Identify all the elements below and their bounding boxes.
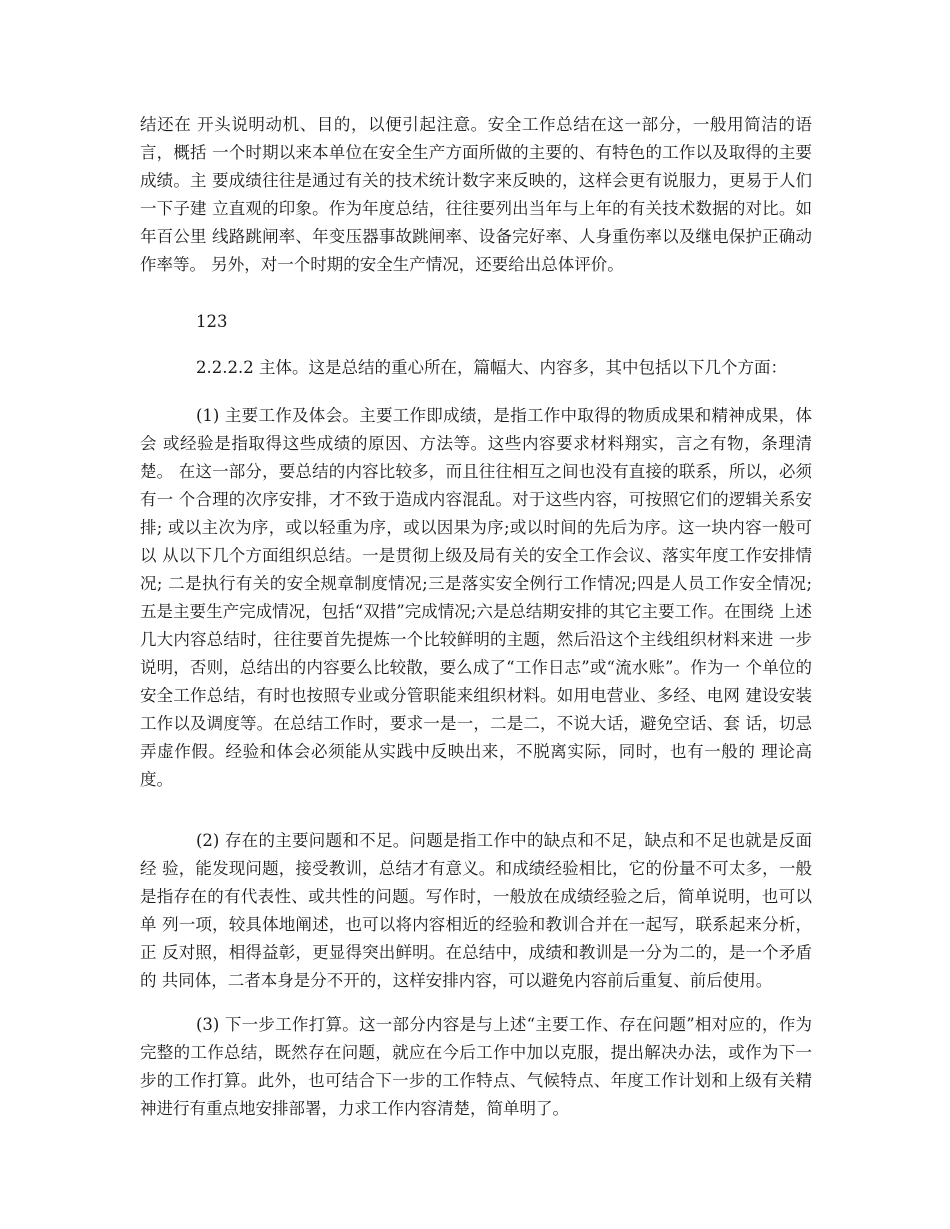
page-number: 123 xyxy=(196,312,228,331)
item-3-paragraph: (3) 下一步工作打算。这一部分内容是与上述“主要工作、存在问题”相对应的，作为 完整的工作总结，既然存在问题，就应在今后工作中加以克服，提出解决办法，或作为下一 步的工作打算。此外，也可结合下一步的工作特点、气候特点、年度工作计划和上级有关精神进行有重点地安排部署，力求工作内容清楚，简单明了。 xyxy=(140,1015,812,1118)
section-heading: 2.2.2.2 主体。这是总结的重心所在，篇幅大、内容多，其中包括以下几个方面： xyxy=(196,358,787,377)
intro-paragraph: 结还在 开头说明动机、目的，以便引起注意。安全工作总结在这一部分，一般用简洁的语言，概括 一个时期以来本单位在安全生产方面所做的主要的、有特色的工作以及取得的主要成绩。主 要成绩往往是通过有关的技术统计数字来反映的，这样会更有说服力，更易于人们一下子建 立直观的印象。作为年度总结，往往要列出当年与上年的有关技术数据的对比。如年百公里 线路跳闸率、年变压器事故跳闸率、设备完好率、人身重伤率以及继电保护正确动作率等。 另外，对一个时期的安全生产情况，还要给出总体评价。 xyxy=(140,115,812,274)
item-1-paragraph: (1) 主要工作及体会。主要工作即成绩，是指工作中取得的物质成果和精神成果，体会 或经验是指取得这些成绩的原因、方法等。这些内容要求材料翔实，言之有物，条理清楚。 在这一部分，要总结的内容比较多，而且往往相互之间也没有直接的联系，所以，必须有一 个合理的次序安排，才不致于造成内容混乱。对于这些内容，可按照它们的逻辑关系安排; 或以主次为序，或以轻重为序，或以因果为序;或以时间的先后为序。这一块内容一般可以 从以下几个方面组织总结。一是贯彻上级及局有关的安全工作会议、落实年度工作安排情况; 二是执行有关的安全规章制度情况;三是落实安全例行工作情况;四是人员工作安全情况; 五是主要生产完成情况，包括“双措”完成情况;六是总结期安排的其它主要工作。在围绕 上述几大内容总结时，往往要首先提炼一个比较鲜明的主题，然后沿这个主线组织材料来进 一步说明，否则，总结出的内容要么比较散，要么成了“工作日志”或“流水账”。作为一 个单位的安全工作总结，有时也按照专业或分管职能来组织材料。如用电营业、多经、电网 建设安装工作以及调度等。在总结工作时，要求一是一，二是二，不说大话，避免空话、套 话，切忌弄虚作假。经验和体会必须能从实践中反映出来，不脱离实际，同时，也有一般的 理论高度。 xyxy=(140,406,812,789)
item-2-paragraph: (2) 存在的主要问题和不足。问题是指工作中的缺点和不足，缺点和不足也就是反面经 验，能发现问题，接受教训，总结才有意义。和成绩经验相比，它的份量不可太多，一般是指存在的有代表性、或共性的问题。写作时，一般放在成绩经验之后，简单说明，也可以单 列一项，较具体地阐述，也可以将内容相近的经验和教训合并在一起写，联系起来分析，正 反对照，相得益彰，更显得突出鲜明。在总结中，成绩和教训是一分为二的，是一个矛盾的 共同体，二者本身是分不开的，这样安排内容，可以避免内容前后重复、前后使用。 xyxy=(140,831,812,990)
